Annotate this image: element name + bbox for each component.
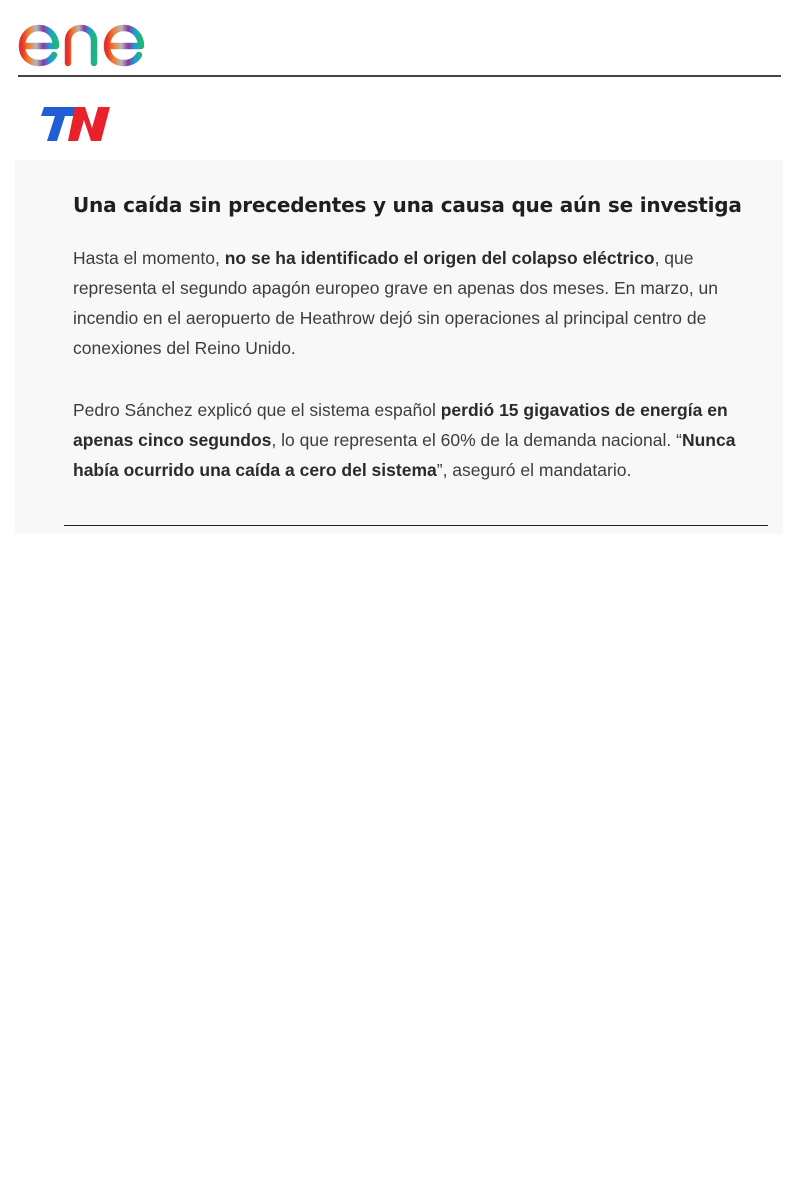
article-paragraph [73, 395, 745, 485]
paragraph-text: Pedro Sánchez explicó que el sistema español [73, 400, 441, 420]
enel-logo[interactable] [18, 8, 170, 68]
paragraph-text: , que representa el segundo apagón europeo grave en apenas dos meses. En marzo, un incendio en el aeropuerto de Heathrow dejó sin operaciones al principal centro de conexiones del Reino Unido. [73, 248, 719, 358]
source-logo[interactable] [38, 104, 112, 144]
paragraph-highlight: no se ha identificado el origen del colapso eléctrico [224, 248, 655, 268]
article-heading: Una caída sin precedentes y una causa que aún se investiga [73, 193, 742, 217]
paragraph-text: ”, aseguró el mandatario. [436, 460, 632, 480]
tn-logo-icon [38, 104, 112, 144]
paragraph-highlight: perdió 15 gigavatios de energía en apenas cinco segundos [73, 400, 728, 450]
article-divider [64, 525, 768, 526]
paragraph-text: , lo que representa el 60% de la demanda nacional. “ [271, 430, 682, 450]
article-paragraph [73, 243, 745, 363]
paragraph-text: Hasta el momento, [73, 248, 225, 268]
top-header [18, 0, 781, 77]
article-card [15, 160, 783, 534]
enel-logo-icon [18, 8, 170, 68]
paragraph-quote: Nunca había ocurrido una caída a cero del sistema [73, 430, 736, 480]
